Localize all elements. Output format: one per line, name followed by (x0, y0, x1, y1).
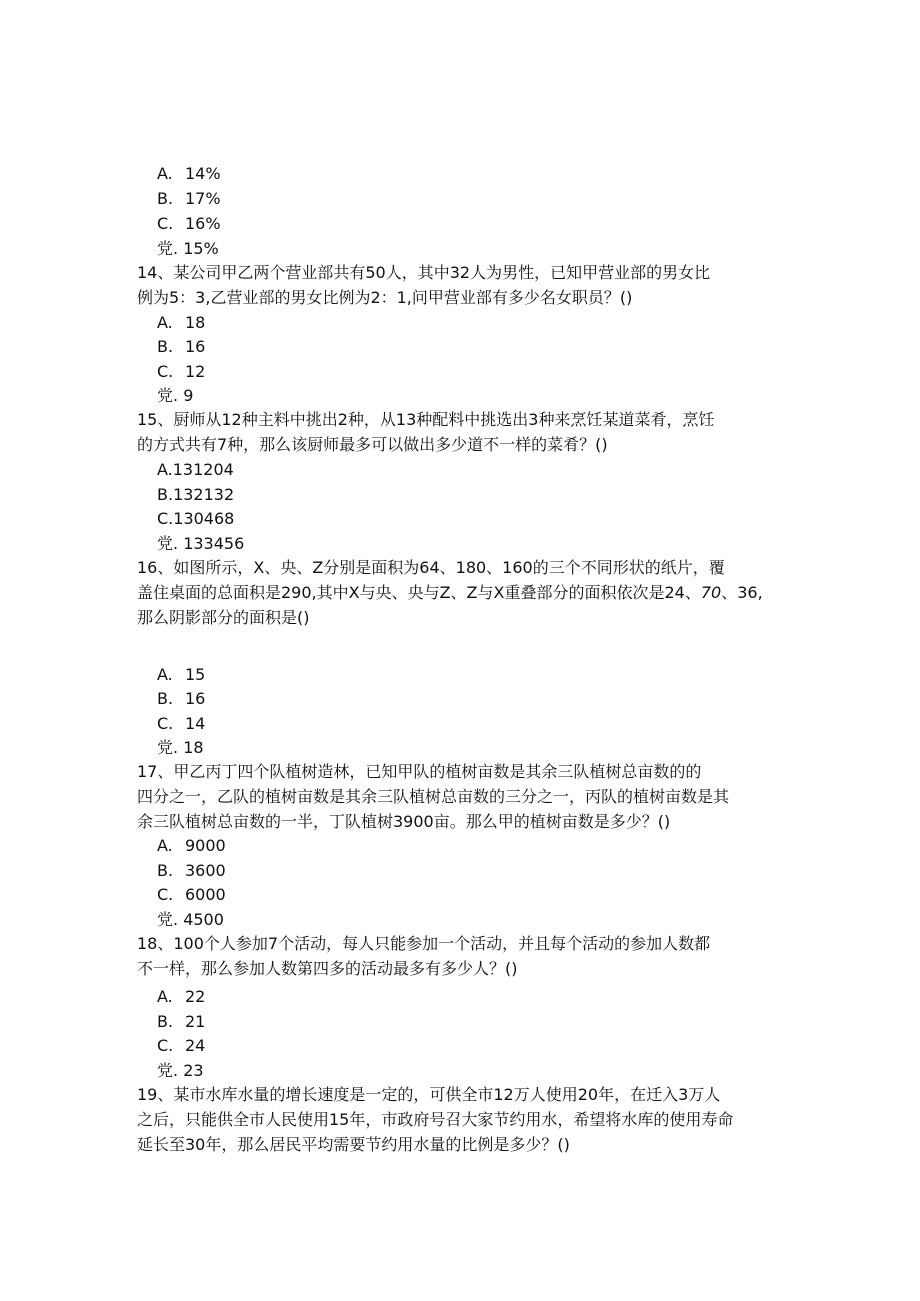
q18-option-b: B. 21 (157, 1012, 206, 1031)
q16-text-line2: 盖住桌面的总面积是290,其中X与央、央与Z、Z与X重叠部分的面积依次是24、70、36, (137, 583, 763, 602)
q14-option-a: A. 18 (157, 313, 206, 332)
q15-option-d: 党. 133456 (157, 534, 245, 553)
q16-option-a: A. 15 (157, 665, 206, 684)
q15-option-b: B.132132 (157, 485, 235, 504)
q14-text-line1: 14、某公司甲乙两个营业部共有50人，其中32人为男性，已知甲营业部的男女比 (137, 263, 711, 282)
q14-option-b: B. 16 (157, 337, 206, 356)
q13-option-b: B. 17% (157, 189, 221, 208)
q17-option-a: A. 9000 (157, 836, 226, 855)
q16-option-b: B. 16 (157, 689, 206, 708)
q16-text-line1: 16、如图所示，X、央、Z分别是面积为64、180、160的三个不同形状的纸片，覆 (137, 558, 725, 577)
q16-text-line3: 那么阴影部分的面积是() (137, 608, 310, 627)
q18-option-d: 党. 23 (157, 1061, 204, 1080)
q18-option-c: C. 24 (157, 1036, 206, 1055)
q15-option-c: C.130468 (157, 509, 235, 528)
q16-option-d: 党. 18 (157, 738, 204, 757)
q17-text-line3: 余三队植树总亩数的一半，丁队植树3900亩。那么甲的植树亩数是多少？() (137, 812, 671, 831)
q13-option-d: 党. 15% (157, 239, 219, 258)
q17-option-b: B. 3600 (157, 861, 226, 880)
q19-text-line3: 延长至30年，那么居民平均需要节约用水量的比例是多少？() (137, 1135, 570, 1154)
q17-text-line1: 17、甲乙丙丁四个队植树造林，已知甲队的植树亩数是其余三队植树总亩数的的 (137, 762, 702, 781)
q17-option-d: 党. 4500 (157, 910, 224, 929)
q15-option-a: A.131204 (157, 460, 234, 479)
q18-text-line1: 18、100个人参加7个活动，每人只能参加一个活动，并且每个活动的参加人数都 (137, 934, 711, 953)
q17-text-line2: 四分之一，乙队的植树亩数是其余三队植树总亩数的三分之一，丙队的植树亩数是其 (137, 787, 730, 806)
q16-option-c: C. 14 (157, 714, 206, 733)
q14-option-c: C. 12 (157, 362, 206, 381)
q19-text-line1: 19、某市水库水量的增长速度是一定的，可供全市12万人使用20年，在迁入3万人 (137, 1085, 721, 1104)
q13-option-c: C. 16% (157, 214, 221, 233)
q19-text-line2: 之后，只能供全市人民使用15年，市政府号召大家节约用水，希望将水库的使用寿命 (137, 1110, 734, 1129)
q15-text-line1: 15、厨师从12种主料中挑出2种，从13种配料中挑选出3种来烹饪某道菜肴，烹饪 (137, 410, 715, 429)
q13-option-a: A. 14% (157, 164, 221, 183)
q17-option-c: C. 6000 (157, 885, 226, 904)
q18-text-line2: 不一样，那么参加人数第四多的活动最多有多少人？() (137, 959, 518, 978)
q18-option-a: A. 22 (157, 987, 206, 1006)
q15-text-line2: 的方式共有7种，那么该厨师最多可以做出多少道不一样的菜肴？() (137, 435, 608, 454)
q14-text-line2: 例为5：3,乙营业部的男女比例为2：1,问甲营业部有多少名女职员？() (137, 288, 633, 307)
q14-option-d: 党. 9 (157, 386, 194, 405)
